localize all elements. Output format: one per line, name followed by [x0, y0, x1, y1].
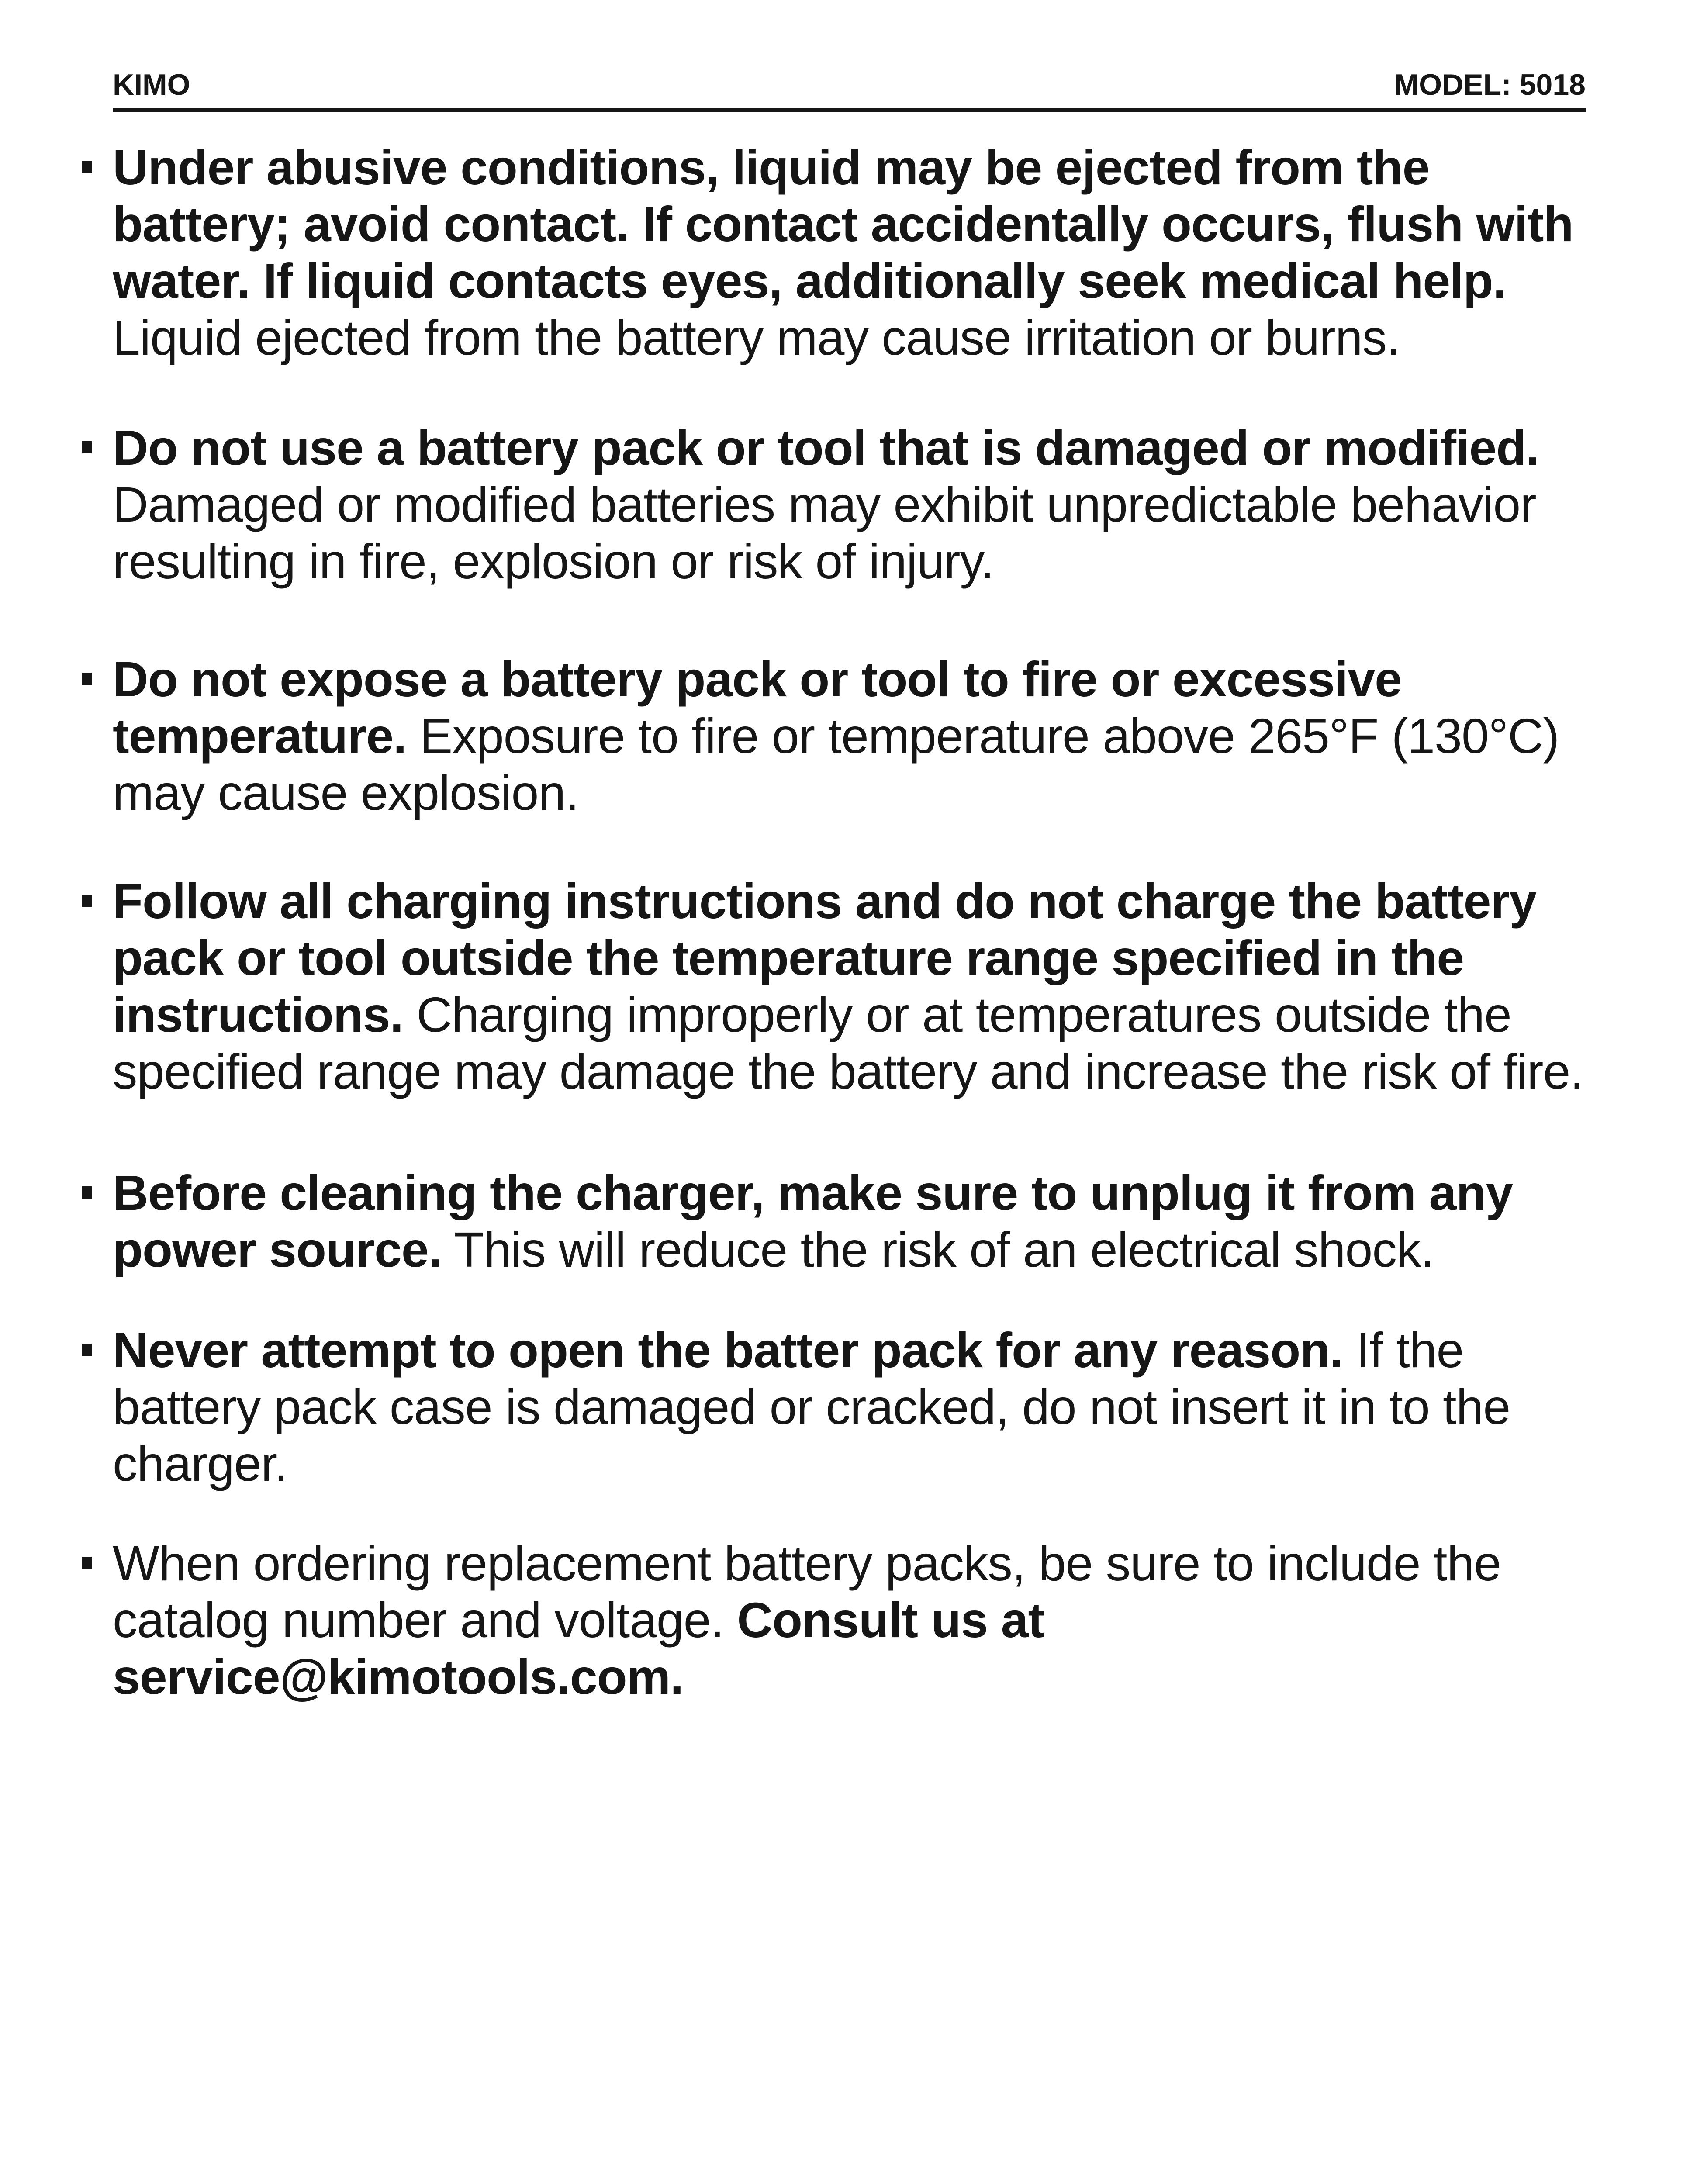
item-bold-text: Before cleaning the charger, make sure to unplug it from any power source. [113, 1165, 1513, 1277]
bullet-icon [82, 441, 92, 453]
list-item [113, 1165, 1589, 1278]
bullet-icon [82, 673, 92, 685]
bullet-icon [82, 1344, 92, 1356]
list-item [113, 419, 1589, 590]
item-text: Charging improperly or at temperatures outside the specified range may damage the battery and increase the risk of fire. [113, 987, 1583, 1099]
model-number: MODEL: 5018 [1394, 68, 1586, 101]
item-text: If the battery pack case is damaged or cracked, do not insert it in to the charger. [113, 1323, 1510, 1491]
item-text: Liquid ejected from the battery may cause irritation or burns. [113, 310, 1400, 365]
item-text: Exposure to fire or temperature above 265°F (130°C) may cause explosion. [113, 708, 1559, 820]
list-item [113, 651, 1589, 821]
bullet-icon [82, 1186, 92, 1199]
brand-name: KIMO [113, 68, 190, 101]
item-bold-text: Do not use a battery pack or tool that is damaged or modified. [113, 420, 1539, 475]
item-bold-text: Never attempt to open the batter pack for any reason. [113, 1323, 1343, 1378]
list-item [113, 139, 1589, 366]
bullet-icon [82, 161, 92, 173]
list-item [113, 1535, 1589, 1705]
item-bold-text: Do not expose a battery pack or tool to fire or excessive temperature. [113, 652, 1402, 764]
bullet-icon [82, 1557, 92, 1569]
bullet-icon [82, 895, 92, 907]
item-text: Damaged or modified batteries may exhibit unpredictable behavior resulting in fire, explosion or risk of injury. [113, 477, 1536, 589]
list-item [113, 1322, 1589, 1492]
item-bold-text: Under abusive conditions, liquid may be ejected from the battery; avoid contact. If contact accidentally occurs, flush with water. If liquid contacts eyes, additionally seek medical help. [113, 140, 1573, 308]
item-bold-text: Consult us at service@kimotools.com. [113, 1593, 1044, 1704]
page-header [113, 65, 1586, 112]
item-text: This will reduce the risk of an electrical shock. [442, 1222, 1434, 1277]
item-bold-text: Follow all charging instructions and do not charge the battery pack or tool outside the temperature range specified in the instructions. [113, 874, 1537, 1042]
list-item [113, 873, 1589, 1100]
item-text: When ordering replacement battery packs, be sure to include the catalog number and voltage. [113, 1536, 1501, 1648]
safety-instructions-list [0, 139, 1697, 1705]
